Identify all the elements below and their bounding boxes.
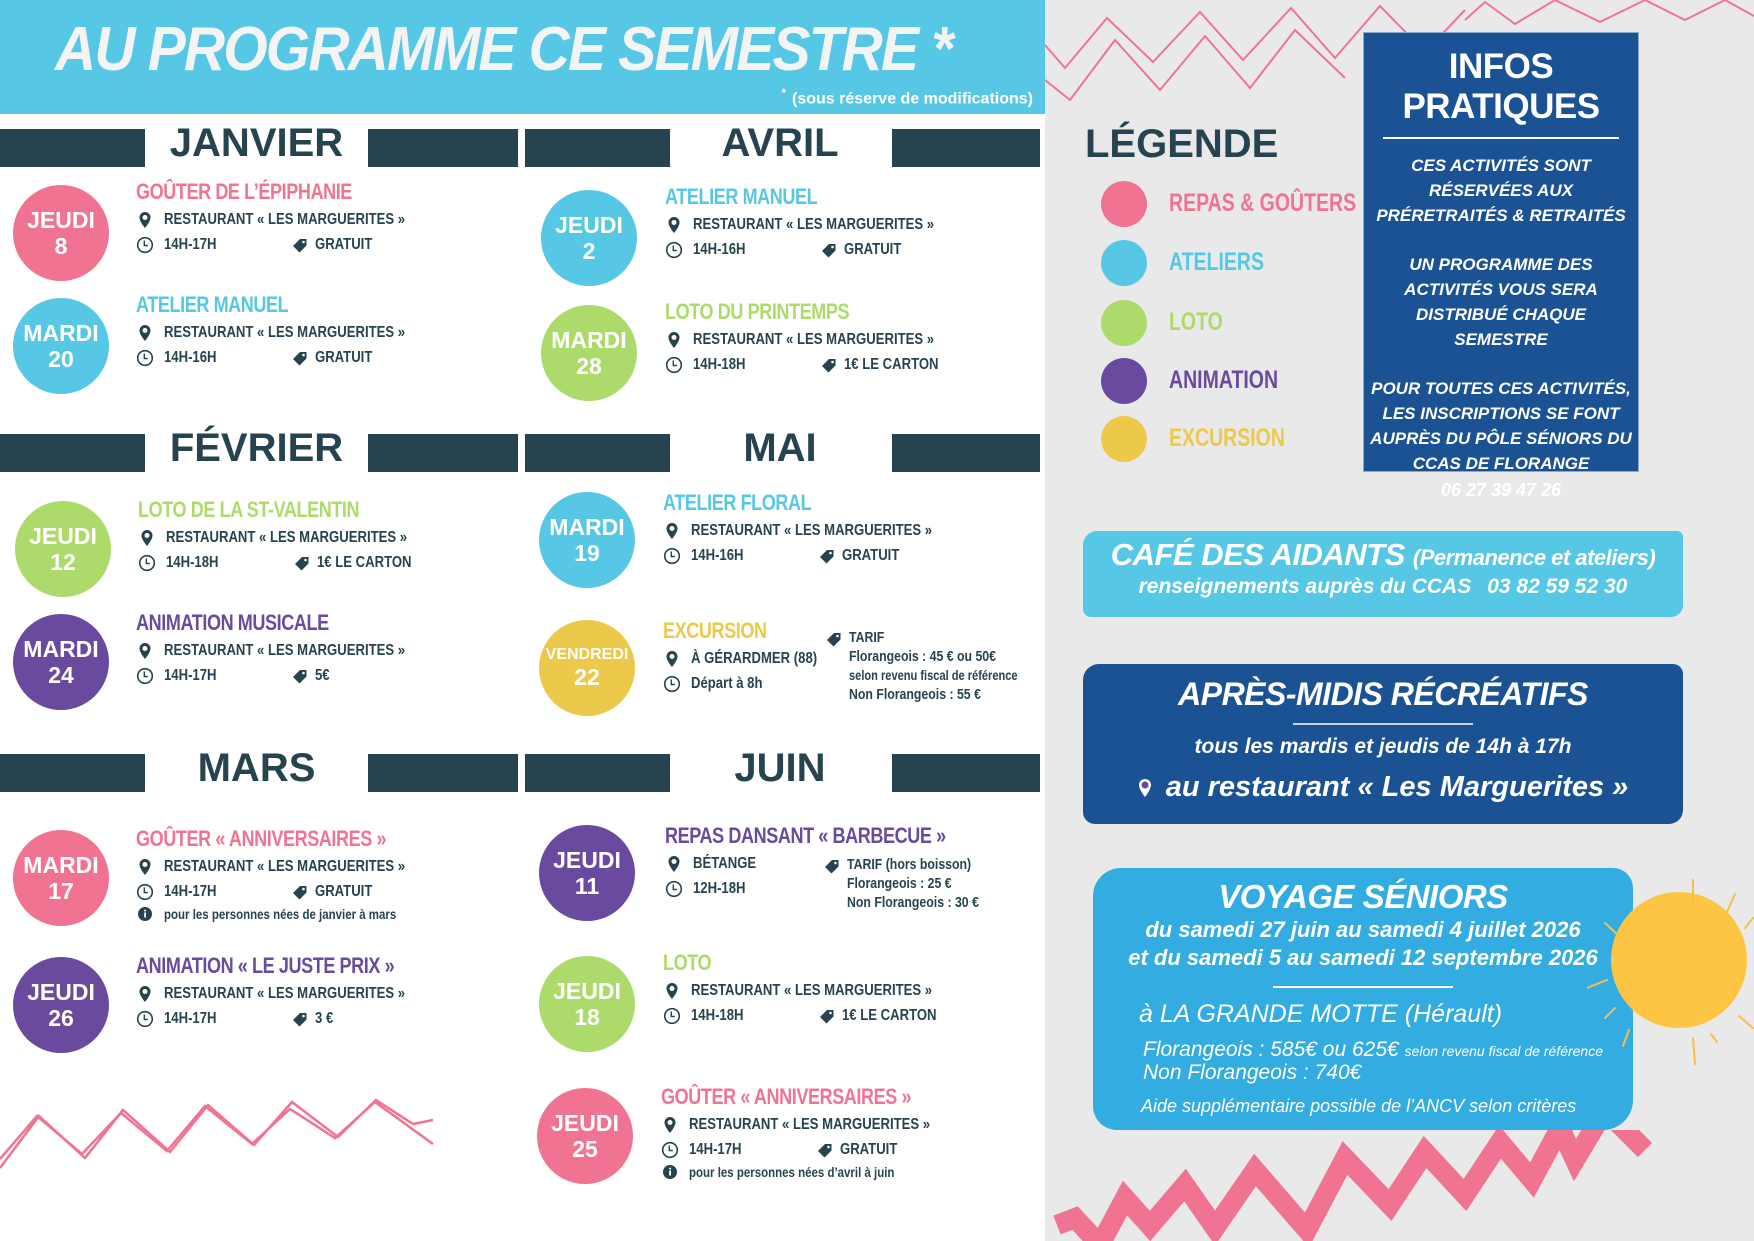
- legend-dot: [1101, 358, 1147, 404]
- price-tag-icon: [818, 1007, 836, 1025]
- location-pin-icon: [136, 858, 154, 876]
- month-header-mai: MAI: [525, 434, 1045, 472]
- location-pin-icon: [1138, 778, 1152, 798]
- location-pin-icon: [665, 331, 683, 349]
- cafe-des-aidants-banner: CAFÉ DES AIDANTS (Permanence et ateliers) renseignements auprès du CCAS 03 82 59 52 30: [1083, 531, 1683, 617]
- location-pin-icon: [663, 522, 681, 540]
- event-title: ATELIER FLORAL: [663, 490, 812, 515]
- date-badge: JEUDI 12: [15, 501, 111, 597]
- legend-dot: [1101, 416, 1147, 462]
- zigzag-decoration: [0, 1080, 440, 1180]
- price-tag-icon: [825, 630, 843, 648]
- price-tag-icon: [823, 857, 841, 875]
- infos-paragraph: UN PROGRAMME DES ACTIVITÉS VOUS SERA DISTRIBUÉ CHAQUE SEMESTRE: [1404, 255, 1598, 349]
- apres-title: APRÈS-MIDIS RÉCRÉATIFS: [1178, 676, 1588, 712]
- event-title: GOÛTER DE L’ÉPIPHANIE: [136, 179, 352, 204]
- header-banner: [0, 0, 1045, 114]
- price-tag-icon: [291, 1010, 309, 1028]
- price-tag-icon: [293, 554, 311, 572]
- date-badge: JEUDI 25: [537, 1088, 633, 1184]
- price-tag-icon: [818, 547, 836, 565]
- price-tag-icon: [820, 241, 838, 259]
- location-pin-icon: [136, 985, 154, 1003]
- infos-title: INFOS PRATIQUES: [1402, 47, 1600, 126]
- location-pin-icon: [138, 529, 156, 547]
- clock-icon: [136, 1010, 154, 1028]
- cafe-phone: 03 82 59 52 30: [1487, 575, 1628, 598]
- clock-icon: [665, 880, 683, 898]
- legend-dot: [1101, 240, 1147, 286]
- clock-icon: [661, 1141, 679, 1159]
- programme-page: AU PROGRAMME CE SEMESTRE * * (sous réserve de modifications) JANVIER AVRIL FÉVRIER MAI MARS JUIN JEUDI 8 GOÛTER DE L’ÉPIPHANIE RESTAURANT « LES MARGUERITES » 14H-17H GRATUIT MARDI 20 ATELIER MANUEL RESTAURANT « LES MARGUERITES » 14H-16H GRATUIT JEUDI 12 LOTO DE LA ST-VALENTIN RESTAURANT « LES MARGUERITES » 14H-18H 1€ LE CARTON MARDI 24 ANIMATION MUSICALE RESTAURANT « LES MARGUERITES » 14H-17H 5€ MARDI 17 GOÛTER « ANNIVERSAIRES » RESTAURANT « LES MARGUERITES » 14H-17H GRATUIT pour les personnes nées de janvier à mars JEUDI 26 ANIMATION « LE JUSTE PRIX » RESTAURANT « LES MARGUERITES » 14H-17H 3 € JEUDI 2 ATELIER MANUEL RESTAURANT « LES MARGUERITES » 14H-16H GRATUIT MARDI 28 LOTO DU PRINTEMPS RESTAURANT « LES MARGUERITES » 14H-18H 1€ LE CARTON MARDI 19 ATELIER FLORAL RESTAURANT « LES MARGUERITES » 14H-16H GRATUIT VENDREDI 22 EXCURSION À GÉRARDMER (88) Départ à 8h TARIF Florangeois : 45 € ou 50€ selon revenu fiscal de référence Non Florangeois : 55 € JEUDI 11 REPAS DANSANT « BARBECUE » BÉTANGE 12H-18H TARIF (hors boisson) Florangeois : 25 € Non Florangeois : 30 € JEUDI 18 LOTO RESTAURANT « LES MARGUERITES » 14H-18H 1€ LE CARTON JEUDI 25 GOÛTER « ANNIVERSAIRES » RESTAURANT « LES MARGUERITES » 14H-17H GRATUIT pour les personnes nées d’avril à juin: [0, 0, 1045, 1241]
- voyage-destination: à LA GRANDE MOTTE (Hérault): [1139, 1000, 1503, 1028]
- clock-icon: [138, 554, 156, 572]
- infos-page: LÉGENDE REPAS & GOÛTERS ATELIERS LOTO ANIMATION EXCURSION INFOS PRATIQUES CES ACTIVITÉS SONT RÉSERVÉES AUX PRÉRETRAITÉS & RETRAITÉS UN PROGRAMME DES ACTIVITÉS VOUS SERA DISTRIBUÉ CHAQUE SEMESTRE POUR TOUTES CES ACTIVITÉS, LES INSCRIPTIONS SE FONT AUPRÈS DU PÔLE SÉNIORS DU CCAS DE FLORANGE 06 27 39 47 26 CAFÉ DES AIDANTS (Permanence et ateliers) renseignements auprès du CCAS 03 82 59 52 30 APRÈS-MIDIS RÉCRÉATIFS tous les mardis et jeudis de 14h à 17h au restaurant « Les Marguerites » VOYAGE SÉNIORS du samedi 27 juin au samedi 4 juillet 2026 et du samedi 5 au samedi 12 septembre 2026 à LA GRANDE MOTTE (Hérault) Florangeois : 585€ ou 625€ selon revenu fiscal de référence Non Florangeois : 740€ Aide supplémentaire possible de l’ANCV selon critères: [1045, 0, 1754, 1241]
- header-disclaimer: * (sous réserve de modifications): [781, 86, 1033, 108]
- legend-dot: [1101, 300, 1147, 346]
- date-badge: JEUDI 11: [539, 825, 635, 921]
- location-pin-icon: [665, 216, 683, 234]
- clock-icon: [136, 883, 154, 901]
- divider: [1273, 986, 1453, 988]
- date-badge: JEUDI 8: [13, 185, 109, 281]
- event-title: ATELIER MANUEL: [136, 292, 289, 317]
- legend-title: LÉGENDE: [1085, 122, 1279, 166]
- location-pin-icon: [136, 211, 154, 229]
- apres-midis-banner: APRÈS-MIDIS RÉCRÉATIFS tous les mardis et jeudis de 14h à 17h au restaurant « Les Marguerites »: [1083, 664, 1683, 824]
- event-title: EXCURSION: [663, 618, 767, 643]
- price-tag-icon: [291, 667, 309, 685]
- event-title: LOTO: [663, 950, 712, 975]
- infos-paragraph: POUR TOUTES CES ACTIVITÉS, LES INSCRIPTIONS SE FONT AUPRÈS DU PÔLE SÉNIORS DU CCAS DE FLORANGE: [1370, 379, 1632, 473]
- clock-icon: [136, 236, 154, 254]
- price-tag-icon: [820, 356, 838, 374]
- date-badge: MARDI 19: [539, 492, 635, 588]
- sun-icon: [1587, 868, 1754, 1068]
- clock-icon: [663, 547, 681, 565]
- tarif-details: TARIF Florangeois : 45 € ou 50€ selon revenu fiscal de référence Non Florangeois : 55 €: [849, 628, 1045, 704]
- zigzag-decoration: [1045, 1130, 1754, 1241]
- price-tag-icon: [291, 349, 309, 367]
- event-title: GOÛTER « ANNIVERSAIRES »: [661, 1084, 912, 1109]
- location-pin-icon: [663, 650, 681, 668]
- clock-icon: [665, 356, 683, 374]
- date-badge: VENDREDI 22: [539, 620, 635, 716]
- location-pin-icon: [136, 642, 154, 660]
- voyage-seniors-banner: VOYAGE SÉNIORS du samedi 27 juin au samedi 4 juillet 2026 et du samedi 5 au samedi 12 septembre 2026 à LA GRANDE MOTTE (Hérault) Florangeois : 585€ ou 625€ selon revenu fiscal de référence Non Florangeois : 740€ Aide supplémentaire possible de l’ANCV selon critères: [1093, 868, 1633, 1130]
- voyage-title: VOYAGE SÉNIORS: [1218, 878, 1508, 915]
- clock-icon: [136, 349, 154, 367]
- cafe-title: CAFÉ DES AIDANTS: [1110, 537, 1405, 572]
- event-title: ATELIER MANUEL: [665, 184, 818, 209]
- location-pin-icon: [661, 1116, 679, 1134]
- location-pin-icon: [663, 982, 681, 1000]
- clock-icon: [665, 241, 683, 259]
- price-tag-icon: [291, 236, 309, 254]
- infos-paragraph: CES ACTIVITÉS SONT RÉSERVÉES AUX PRÉRETRAITÉS & RETRAITÉS: [1376, 156, 1626, 225]
- clock-icon: [663, 1007, 681, 1025]
- date-badge: MARDI 28: [541, 305, 637, 401]
- date-badge: JEUDI 26: [13, 957, 109, 1053]
- infos-pratiques-box: [1363, 32, 1639, 500]
- info-icon: [663, 1165, 677, 1179]
- legend-dot: [1101, 181, 1147, 227]
- date-badge: JEUDI 2: [541, 190, 637, 286]
- event-title: GOÛTER « ANNIVERSAIRES »: [136, 826, 387, 851]
- date-badge: MARDI 17: [13, 830, 109, 926]
- divider: [1293, 723, 1473, 725]
- location-pin-icon: [136, 324, 154, 342]
- divider: [1383, 137, 1619, 139]
- location-pin-icon: [665, 855, 683, 873]
- event-title: LOTO DU PRINTEMPS: [665, 299, 850, 324]
- clock-icon: [663, 675, 681, 693]
- page-title: AU PROGRAMME CE SEMESTRE *: [55, 15, 952, 84]
- month-header-juin: JUIN: [525, 754, 1045, 792]
- price-tag-icon: [816, 1141, 834, 1159]
- month-header-fevrier: FÉVRIER: [0, 434, 525, 472]
- event-title: LOTO DE LA ST-VALENTIN: [138, 497, 360, 522]
- tarif-details: TARIF (hors boisson) Florangeois : 25 € Non Florangeois : 30 €: [847, 855, 1008, 912]
- clock-icon: [136, 667, 154, 685]
- infos-phone: 06 27 39 47 26: [1440, 480, 1562, 500]
- month-header-avril: AVRIL: [525, 129, 1045, 167]
- price-tag-icon: [291, 883, 309, 901]
- event-title: ANIMATION « LE JUSTE PRIX »: [136, 953, 395, 978]
- date-badge: JEUDI 18: [539, 956, 635, 1052]
- date-badge: MARDI 20: [13, 298, 109, 394]
- info-icon: [138, 907, 152, 921]
- month-header-janvier: JANVIER: [0, 129, 525, 167]
- month-header-mars: MARS: [0, 754, 525, 792]
- event-title: REPAS DANSANT « BARBECUE »: [665, 823, 946, 848]
- event-title: ANIMATION MUSICALE: [136, 610, 329, 635]
- date-badge: MARDI 24: [13, 614, 109, 710]
